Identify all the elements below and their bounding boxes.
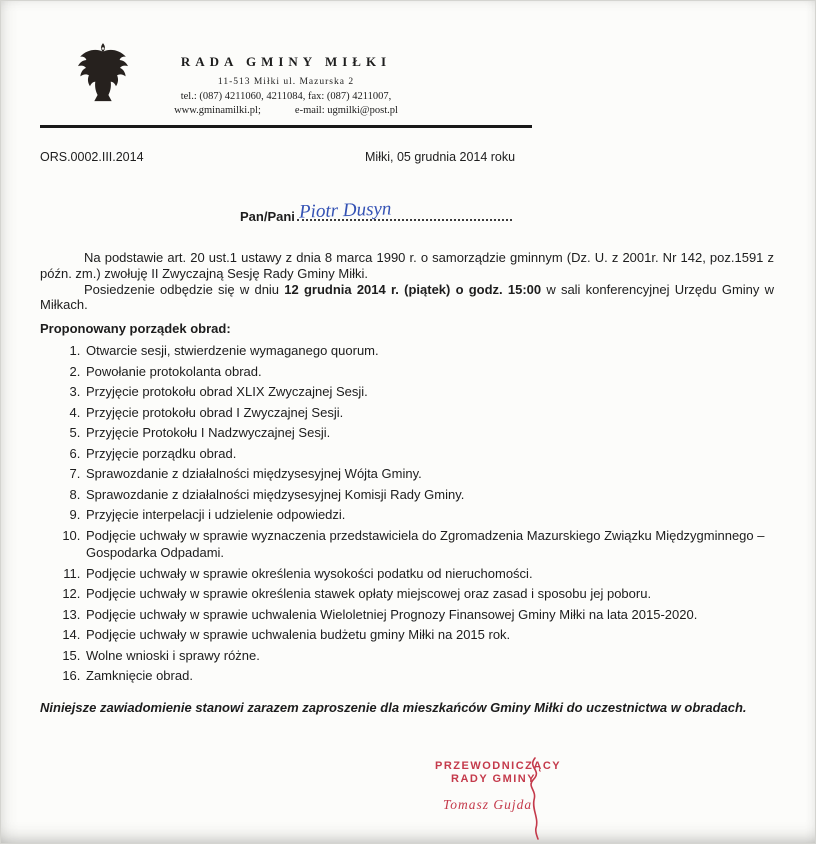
case-number: ORS.0002.III.2014 (40, 150, 144, 164)
organization-email: e-mail: ugmilki@post.pl (294, 105, 398, 116)
agenda-list (40, 342, 774, 685)
closing-note: Niniejsze zawiadomienie stanowi zarazem zaproszenie dla mieszkańców Gminy Miłki do uczestnictwa w obradach. (40, 699, 747, 715)
agenda-item: 7. Sprawozdanie z działalności międzysesyjnej Wójta Gminy. (84, 465, 774, 483)
session-details-paragraph (40, 282, 774, 314)
recipient-name-line (297, 198, 512, 223)
organization-address: 11-513 Miłki ul. Mazurska 2 (217, 77, 355, 87)
agenda-item: 14. Podjęcie uchwały w sprawie uchwalenia budżetu gminy Miłki na 2015 rok. (84, 626, 774, 644)
agenda-item: 13. Podjęcie uchwały w sprawie uchwalenia Wieloletniej Prognozy Finansowej Gminy Miłki na lata 2015-2020. (84, 606, 774, 624)
agenda-item: 11. Podjęcie uchwały w sprawie określenia wysokości podatku od nieruchomości. (84, 565, 774, 583)
session-details-post: w sali konferencyjnej Urzędu Gminy w Miłkach. (40, 281, 774, 313)
letterhead-text (40, 54, 532, 116)
addressee-row (240, 198, 774, 230)
organization-phone-fax: tel.: (087) 4211060, 4211084, fax: (087) 4211007, (180, 91, 392, 102)
organization-web-email (40, 105, 532, 116)
stamp-title-line2: RADY GMINY (451, 773, 537, 785)
agenda-item: 6. Przyjęcie porządku obrad. (84, 445, 774, 463)
addressee-label: Pan/Pani (240, 209, 295, 224)
agenda-item: 15. Wolne wnioski i sprawy różne. (84, 647, 774, 665)
agenda-item: 8. Sprawozdanie z działalności międzysesyjnej Komisji Rady Gminy. (84, 486, 774, 504)
agenda-item: 16. Zamknięcie obrad. (84, 667, 774, 685)
stamp-title-line1: PRZEWODNICZĄCY (435, 760, 562, 772)
handwritten-signature-name: Tomasz Gujda (443, 797, 533, 812)
session-details-pre: Posiedzenie odbędzie się w dniu (84, 281, 285, 297)
agenda-item: 3. Przyjęcie protokołu obrad XLIX Zwyczajnej Sesji. (84, 383, 774, 401)
organization-website: www.gminamilki.pl; (174, 105, 261, 116)
agenda-item: 12. Podjęcie uchwały w sprawie określenia stawek opłaty miejscowej oraz zasad i sposobu jej poboru. (84, 585, 774, 603)
place-and-date: Miłki, 05 grudnia 2014 roku (365, 150, 516, 164)
agenda-item: 4. Przyjęcie protokołu obrad I Zwyczajnej Sesji. (84, 404, 774, 422)
agenda-heading: Proponowany porządek obrad: (40, 321, 231, 337)
session-date-time: 12 grudnia 2014 r. (piątek) o godz. 15:00 (284, 281, 542, 297)
agenda-item: 10. Podjęcie uchwały w sprawie wyznaczenia przedstawiciela do Zgromadzenia Mazurskiego Związku Międzygminnego – Gospodarka Odpadami. (84, 527, 774, 562)
letter-body (40, 250, 774, 313)
agenda-item: 5. Przyjęcie Protokołu I Nadzwyczajnej Sesji. (84, 424, 774, 442)
organization-name: RADA GMINY MIŁKI (180, 54, 392, 69)
chairman-stamp (435, 760, 615, 811)
agenda-item: 9. Przyjęcie interpelacji i udzielenie odpowiedzi. (84, 506, 774, 524)
letterhead (40, 36, 532, 122)
agenda-item: 2. Powołanie protokolanta obrad. (84, 363, 774, 381)
legal-basis-paragraph: Na podstawie art. 20 ust.1 ustawy z dnia 8 marca 1990 r. o samorządzie gminnym (Dz. U. z 2001r. Nr 142, poz.1591 z późn. zm.) zwołuję II Zwyczajną Sesję Rady Gminy Miłki. (40, 250, 774, 281)
letterhead-divider (40, 125, 532, 128)
agenda-item: 1. Otwarcie sesji, stwierdzenie wymaganego quorum. (84, 342, 774, 360)
reference-row (40, 150, 774, 166)
handwritten-recipient-name: Piotr Dusyn (298, 198, 392, 223)
